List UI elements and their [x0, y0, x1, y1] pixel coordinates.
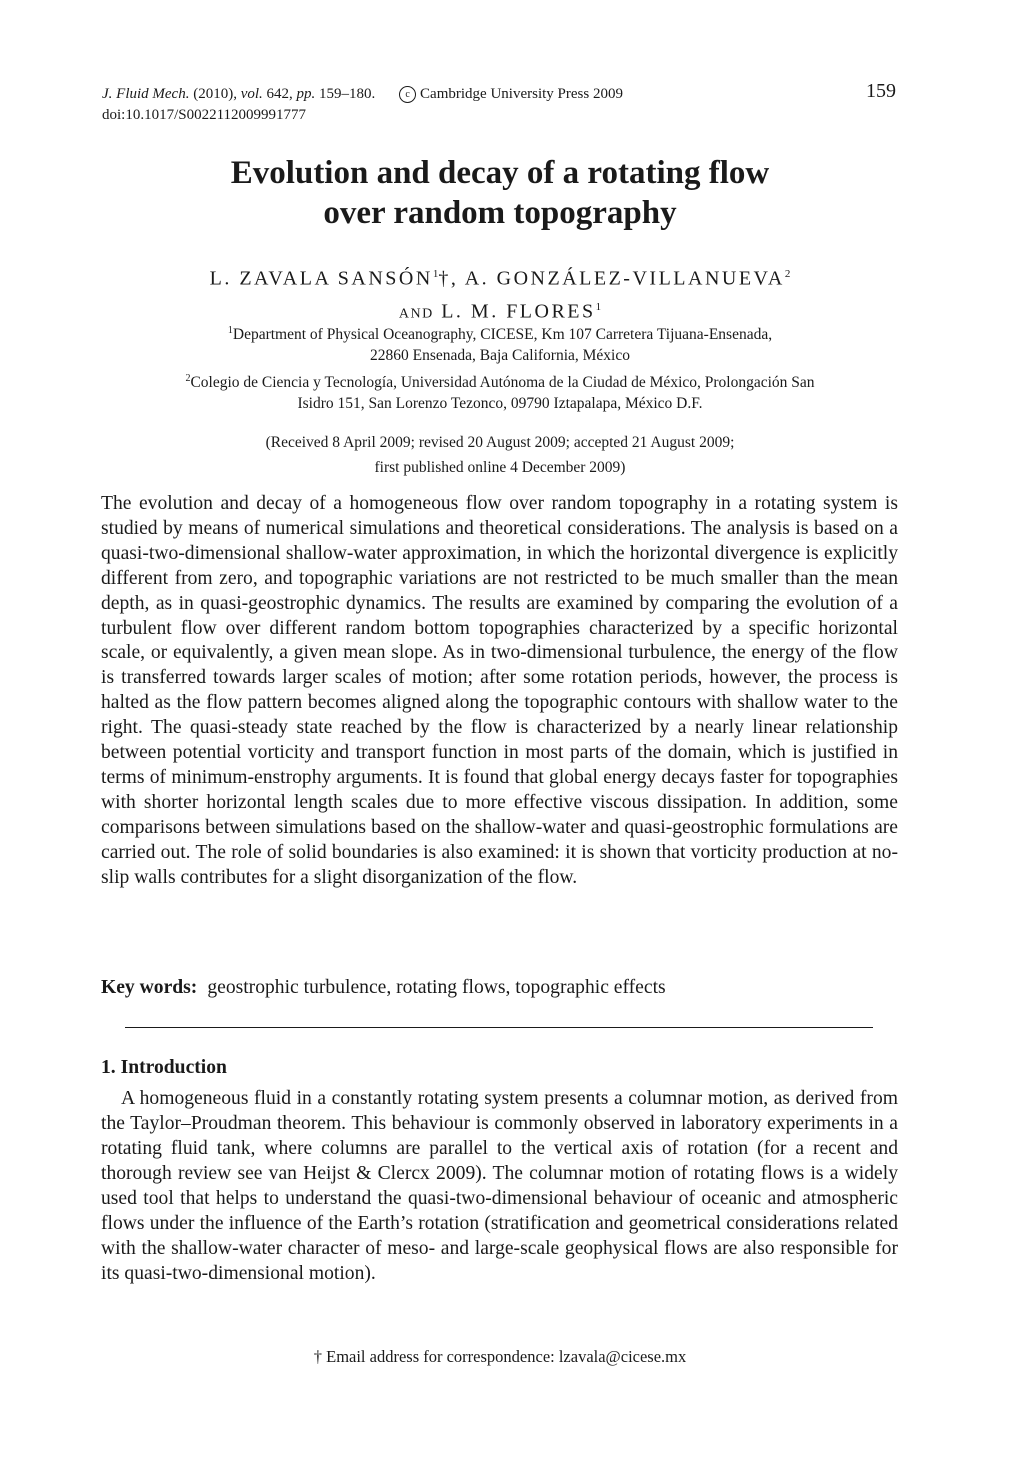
- keywords: [101, 975, 666, 1000]
- received-dates: [100, 430, 900, 480]
- affiliation-2: [100, 368, 900, 414]
- copyright-icon: c: [399, 86, 416, 103]
- affiliation-marker: 1: [432, 268, 439, 280]
- journal-year: (2010),: [193, 86, 237, 102]
- affiliation-marker: 2: [784, 268, 791, 280]
- section-divider: [125, 1027, 873, 1028]
- affiliation-1: [100, 320, 900, 366]
- author-name: L. ZAVALA SANSÓN: [209, 267, 433, 290]
- author-name: A. GONZÁLEZ-VILLANUEVA: [464, 267, 785, 290]
- title-line-1: Evolution and decay of a rotating flow: [230, 155, 770, 191]
- corresponding-dagger: †,: [438, 267, 465, 290]
- affiliation-line: Isidro 151, San Lorenzo Tezonco, 09790 Iztapalapa, México D.F.: [297, 395, 703, 413]
- footnote: † Email address for correspondence: lzavala@cicese.mx: [313, 1347, 687, 1366]
- affiliation-line: 22860 Ensenada, Baja California, México: [370, 347, 630, 365]
- affiliation-line: [100, 368, 900, 393]
- running-header: [102, 84, 623, 126]
- copyright-text: Cambridge University Press 2009: [420, 86, 623, 102]
- author-line-1: [100, 260, 900, 293]
- received-line-2: first published online 4 December 2009): [374, 459, 626, 476]
- affiliation-text: Department of Physical Oceanography, CICESE, Km 107 Carretera Tijuana-Ensenada,: [232, 326, 773, 344]
- doi-line: doi:10.1017/S0022112009991777: [102, 107, 307, 123]
- received-line-1: (Received 8 April 2009; revised 20 August 2009; accepted 21 August 2009;: [265, 434, 735, 451]
- abstract: The evolution and decay of a homogeneous flow over random topography in a rotating system is studied by means of numerical simulations and theoretical considerations. The analysis is based on a quasi-two-dimensional shallow-water approximation, in which the horizontal divergence is explicitly different from zero, and topographic variations are not restricted to be much smaller than the mean depth, as in quasi-geostrophic dynamics. The results are examined by comparing the evolution of a turbulent flow over different random bottom topographies characterized by a specific horizontal scale, or equivalently, a given mean slope. As in two-dimensional turbulence, the energy of the flow is transferred towards larger scales of motion; after some rotation periods, however, the process is halted as the flow pattern becomes aligned along the topographic contours with shallow water to the right. The quasi-steady state reached by the flow is characterized by a nearly linear relationship between potential vorticity and transport function in most parts of the domain, which is justified in terms of minimum-enstrophy arguments. It is found that global energy decays faster for topographies with shorter horizontal length scales due to more effective viscous dissipation. In addition, some comparisons between simulations based on the shallow-water and quasi-geostrophic formulations are carried out. The role of solid boundaries is also examined: it is shown that vorticity production at no-slip walls contributes for a slight disorganization of the flow.: [101, 493, 898, 888]
- introduction-paragraph: A homogeneous fluid in a constantly rotating system presents a columnar motion, as derived from the Taylor–Proudman theorem. This behaviour is commonly observed in laboratory experiments in a rotating fluid tank, where columns are parallel to the vertical axis of rotation (for a recent and thorough review see van Heijst & Clercx 2009). The columnar motion of rotating flows is a widely used tool that helps to understand the quasi-two-dimensional behaviour of oceanic and atmospheric flows under the influence of the Earth’s rotation (stratification and geometrical considerations related with the shallow-water character of meso- and large-scale geophysical flows are also responsible for its quasi-two-dimensional motion).: [101, 1088, 898, 1284]
- author-name: L. M. FLORES: [441, 300, 596, 323]
- journal-name: J. Fluid Mech.: [102, 86, 190, 102]
- author-list: [100, 260, 900, 328]
- affiliation-line: [100, 320, 900, 345]
- copyright-notice: [399, 86, 623, 102]
- paper-title: [100, 153, 900, 233]
- keywords-text: geostrophic turbulence, rotating flows, topographic effects: [207, 977, 666, 998]
- volume-number: 642,: [266, 86, 293, 102]
- page-range: 159–180.: [319, 86, 376, 102]
- pages-label: pp.: [296, 86, 316, 102]
- author-conjunction: AND: [398, 306, 434, 322]
- title-line-2: over random topography: [323, 195, 677, 231]
- affiliation-number: 1: [227, 325, 233, 336]
- affiliation-number: 2: [185, 373, 191, 384]
- section-heading: 1. Introduction: [101, 1057, 227, 1078]
- affiliation-marker: 1: [595, 300, 602, 313]
- affiliation-text: Colegio de Ciencia y Tecnología, Universidad Autónoma de la Ciudad de México, Prolongación San: [190, 374, 815, 392]
- page-number: 159: [866, 80, 896, 102]
- citation-line: [102, 84, 623, 105]
- keywords-label: Key words:: [101, 977, 198, 998]
- volume-label: vol.: [240, 86, 263, 102]
